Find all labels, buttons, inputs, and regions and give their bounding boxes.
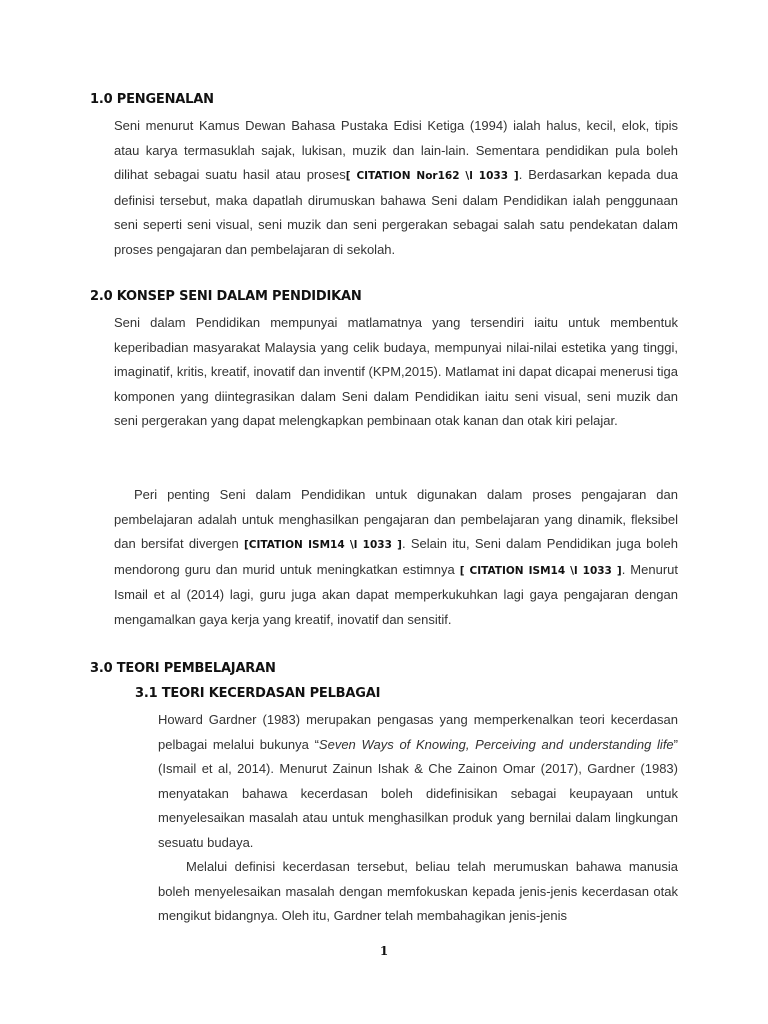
paragraph-text: . Menurut Ismail et al (2014) lagi, guru juga akan dapat memperkukuhkan lagi gaya pengajaran dengan mengamalkan gaya kerja yang kreatif, inovatif dan sensitif.	[114, 561, 678, 627]
paragraph-text: Melalui definisi kecerdasan tersebut, beliau telah merumuskan bahawa manusia boleh menyelesaikan masalah dengan memfokuskan kepada jenis-jenis kecerdasan otak mengikut bidangnya. Oleh itu, Gardner telah membahagikan jenis-jenis	[158, 859, 678, 924]
paragraph-text: Seni menurut Kamus Dewan Bahasa Pustaka Edisi Ketiga (1994) ialah halus, kecil, elok, tipis atau karya termasuklah sajak, lukisan, muzik dan lain-lain. Sementara pendidikan pula boleh dilihat sebagai suatu hasil atau proses	[114, 118, 678, 183]
citation-field: [CITATION ISM14 \l 1033 ]	[243, 539, 402, 552]
paragraph-konsep-2	[114, 483, 678, 633]
paragraph-text: . Berdasarkan kepada dua definisi tersebut, maka dapatlah dirumuskan bahawa Seni dalam Pendidikan ialah penggunaan seni seperti seni visual, seni muzik dan seni pergerakan sebagai salah satu pendekatan dalam proses pengajaran dan pembelajaran di sekolah.	[114, 167, 678, 257]
citation-field: [ CITATION ISM14 \l 1033 ]	[459, 564, 622, 577]
paragraph-text: ” (Ismail et al, 2014). Menurut Zainun Ishak & Che Zainon Omar (2017), Gardner (1983) menyatakan bahawa kecerdasan boleh didefinisikan sebagai keupayaan untuk menyelesaikan masalah atau untuk menghasilkan produk yang bernilai dalam lingkungan sesuatu budaya.	[158, 736, 678, 850]
paragraph-text: Seni dalam Pendidikan mempunyai matlamatnya yang tersendiri iaitu untuk membentuk keperibadian masyarakat Malaysia yang celik budaya, mempunyai nilai-nilai estetika yang tinggi, imaginatif, kritis, kreatif, inovatif dan inventif (KPM,2015). Matlamat ini dapat dicapai menerusi tiga komponen yang diintegrasikan dalam Seni dalam Pendidikan iaitu seni visual, seni muzik dan seni pergerakan yang dapat melengkapkan pembinaan otak kanan dan otak kiri pelajar.	[114, 315, 678, 429]
paragraph-text: . Selain itu, Seni dalam Pendidikan juga boleh mendorong guru dan murid untuk meningkatkan estimnya	[114, 536, 678, 577]
paragraph-konsep-1	[114, 311, 678, 434]
paragraph-text: Peri penting Seni dalam Pendidikan untuk digunakan dalam proses pengajaran dan pembelajaran adalah untuk menghasilkan pengajaran dan pembelajaran yang dinamik, fleksibel dan bersifat divergen	[114, 487, 678, 552]
paragraph-teori-2	[158, 855, 678, 929]
section-heading-konsep: 2.0 KONSEP SENI DALAM PENDIDIKAN	[90, 289, 362, 304]
paragraph-pengenalan	[114, 114, 678, 263]
book-title: Seven Ways of Knowing, Perceiving and understanding life	[318, 736, 674, 752]
section-heading-teori: 3.0 TEORI PEMBELAJARAN	[90, 661, 276, 676]
page-number: 1	[379, 944, 389, 958]
paragraph-text: Howard Gardner (1983) merupakan pengasas yang memperkenalkan teori kecerdasan pelbagai melalui bukunya “	[158, 712, 678, 752]
subsection-heading-kecerdasan: 3.1 TEORI KECERDASAN PELBAGAI	[135, 686, 381, 701]
paragraph-teori-1	[158, 708, 678, 856]
section-heading-pengenalan: 1.0 PENGENALAN	[90, 92, 214, 107]
citation-field: [ CITATION Nor162 \l 1033 ]	[345, 170, 519, 183]
